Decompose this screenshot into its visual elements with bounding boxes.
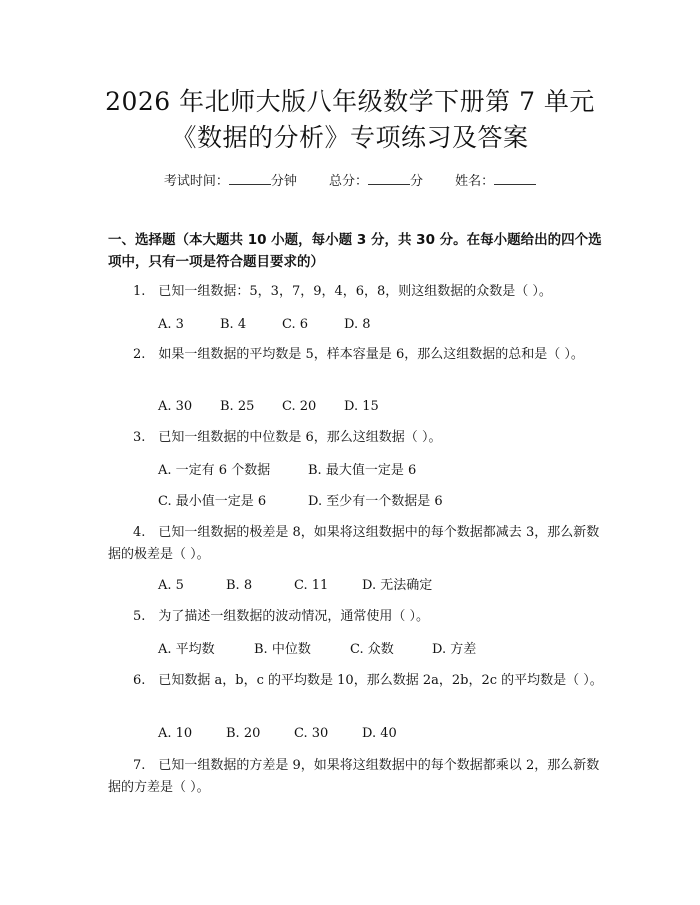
exam-score-unit: 分 <box>410 174 424 189</box>
question-1-option-a: A. 3 <box>158 317 184 332</box>
question-4-option-c: C. 11 <box>294 578 329 593</box>
question-4-option-d: D. 无法确定 <box>362 578 433 593</box>
exam-score-blank <box>368 172 410 185</box>
question-6-option-a: A. 10 <box>158 726 193 741</box>
question-2-option-d: D. 15 <box>344 399 379 414</box>
question-2-text: 2. 如果一组数据的平均数是 5，样本容量是 6，那么这组数据的总和是（ ）。 <box>133 347 584 362</box>
question-2-option-c: C. 20 <box>282 399 317 414</box>
exam-name-label: 姓名： <box>455 174 495 189</box>
question-6-option-b: B. 20 <box>226 726 261 741</box>
exam-time-unit: 分钟 <box>270 174 297 189</box>
question-5-text: 5. 为了描述一组数据的波动情况，通常使用（ ）。 <box>133 609 430 624</box>
question-6-option-d: D. 40 <box>362 726 397 741</box>
exam-score-label: 总分： <box>328 174 368 189</box>
question-3-options-row-1 <box>158 462 416 480</box>
question-6-option-c: C. 30 <box>294 726 329 741</box>
question-1 <box>108 281 608 303</box>
exam-name <box>455 170 536 189</box>
question-4-option-a: A. 5 <box>158 578 184 593</box>
question-2-options <box>158 398 379 416</box>
exam-score <box>329 170 423 189</box>
exam-time-label: 考试时间： <box>163 174 229 189</box>
question-6 <box>108 670 608 692</box>
question-1-option-b: B. 4 <box>220 317 247 332</box>
question-7 <box>108 755 608 799</box>
question-5-options <box>158 641 476 659</box>
question-1-option-c: C. 6 <box>282 317 309 332</box>
question-1-option-d: D. 8 <box>344 317 371 332</box>
question-3 <box>108 427 608 449</box>
question-5-option-d: D. 方差 <box>432 642 477 657</box>
title-line-2: 《数据的分析》专项练习及答案 <box>171 123 529 152</box>
question-3-options-row-2 <box>158 493 443 511</box>
section-1-heading: 一、选择题（本大题共 10 小题，每小题 3 分，共 30 分。在每小题给出的四个选项中，只有一项是符合题目要求的） <box>108 232 602 270</box>
question-2-option-a: A. 30 <box>158 399 193 414</box>
question-6-options <box>158 725 397 743</box>
question-6-text: 6. 已知数据 a，b，c 的平均数是 10，那么数据 2a，2b，2c 的平均数是（ ）。 <box>133 673 603 688</box>
question-4 <box>108 522 608 566</box>
question-5 <box>108 606 608 628</box>
exam-info <box>0 170 700 189</box>
exam-time-blank <box>229 172 271 185</box>
question-3-option-b: B. 最大值一定是 6 <box>308 463 417 478</box>
question-2 <box>108 344 608 366</box>
exam-name-blank <box>494 172 536 185</box>
question-1-text: 1. 已知一组数据：5，3，7，9，4，6，8，则这组数据的众数是（ ）。 <box>133 284 552 299</box>
title-line-1: 2026 年北师大版八年级数学下册第 7 单元 <box>105 87 595 116</box>
question-4-option-b: B. 8 <box>226 578 253 593</box>
question-3-option-a: A. 一定有 6 个数据 <box>158 463 271 478</box>
question-7-text: 7. 已知一组数据的方差是 9，如果将这组数据中的每个数据都乘以 2，那么新数据的方差是（ ）。 <box>108 758 600 795</box>
question-5-option-c: C. 众数 <box>350 642 394 657</box>
question-2-option-b: B. 25 <box>220 399 255 414</box>
question-3-text: 3. 已知一组数据的中位数是 6，那么这组数据（ ）。 <box>133 430 442 445</box>
question-3-option-d: D. 至少有一个数据是 6 <box>308 494 443 509</box>
question-4-options <box>158 577 432 595</box>
question-4-text: 4. 已知一组数据的极差是 8，如果将这组数据中的每个数据都减去 3，那么新数据的极差是（ ）。 <box>108 525 600 562</box>
question-5-option-b: B. 中位数 <box>254 642 311 657</box>
question-3-option-c: C. 最小值一定是 6 <box>158 494 267 509</box>
exam-time <box>164 170 297 189</box>
question-1-options <box>158 316 371 334</box>
question-5-option-a: A. 平均数 <box>158 642 215 657</box>
